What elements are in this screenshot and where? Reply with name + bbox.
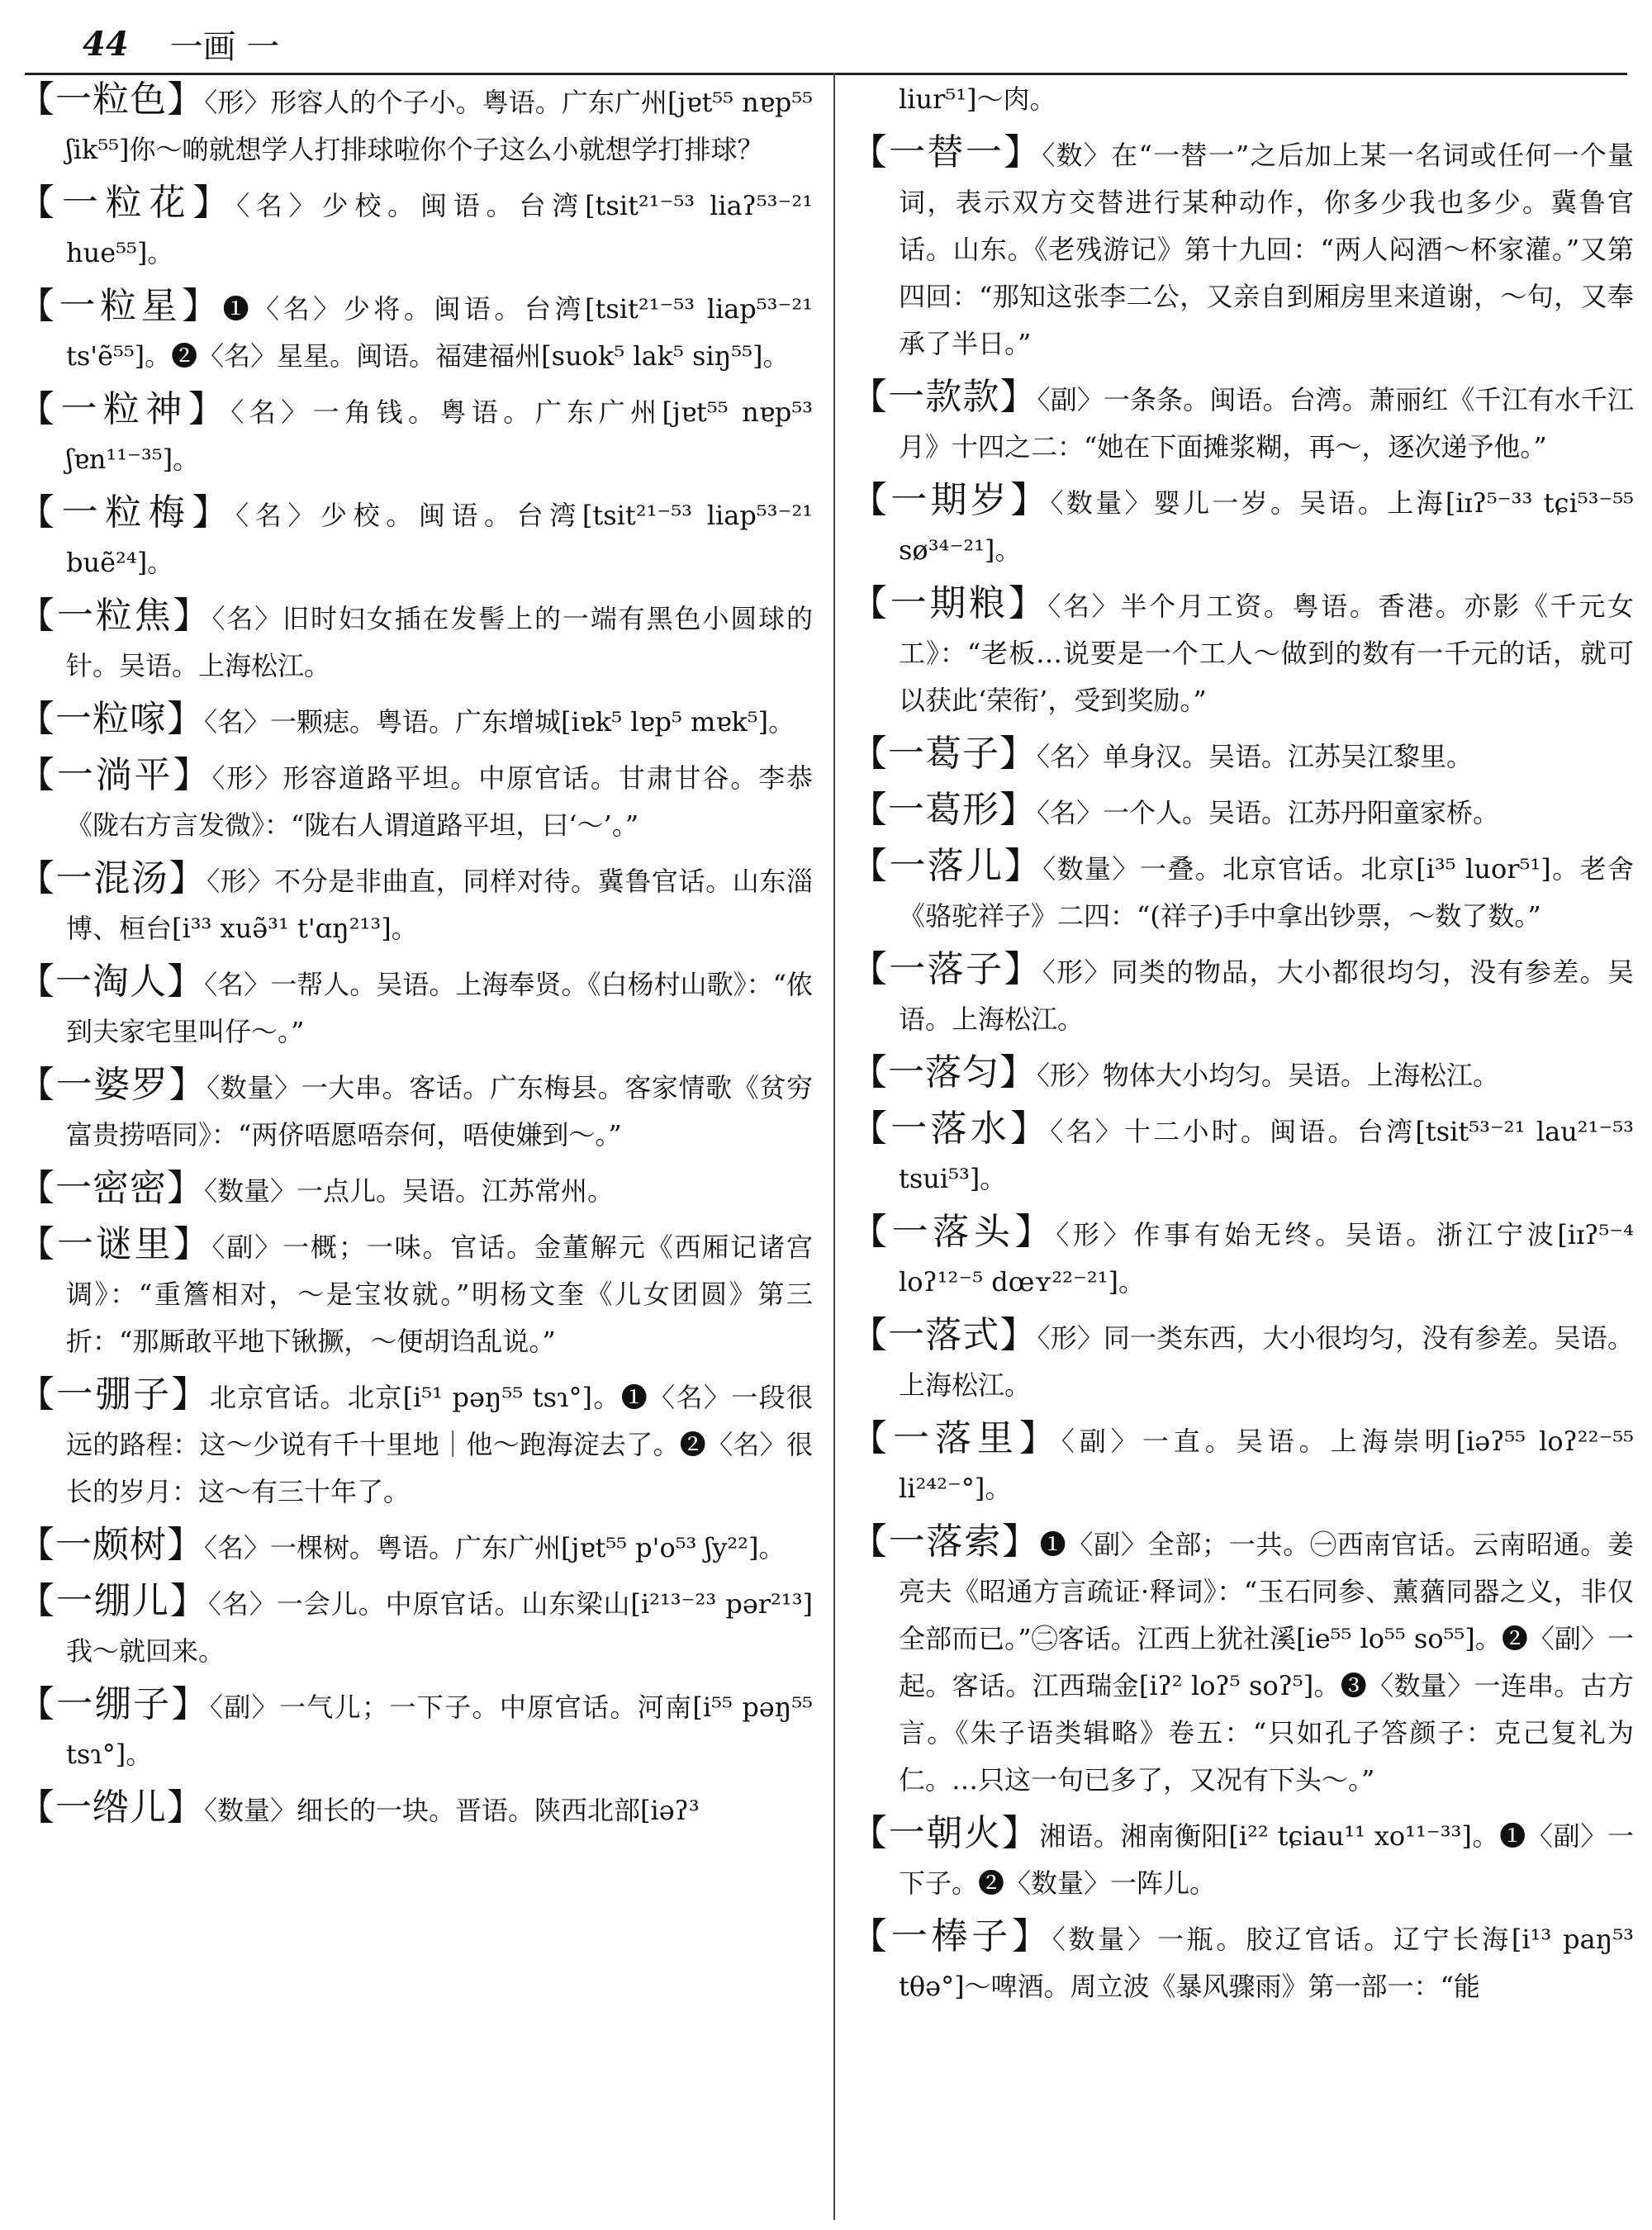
entry-headword: 【 一颇树 】 [18, 1524, 204, 1566]
entry-definition: 〈名〉旧时妇女插在发髻上的一端有黑色小圆球的针。吴语。上海松江。 [66, 603, 813, 681]
entry-headword: 【 一期岁 】 [851, 479, 1051, 521]
entry-headword: 【 一绷子 】 [18, 1683, 210, 1725]
entry-definition: 〈形〉同一类东西，大小很均匀，没有参差。吴语。上海松江。 [899, 1322, 1634, 1401]
dictionary-entry [851, 1913, 1634, 2010]
page-number: 44 [83, 24, 129, 64]
entry-headword: 【 一落儿 】 [851, 845, 1042, 887]
entry-definition: 〈名〉少校。闽语。台湾[tsit²¹⁻⁵³ liaʔ⁵³⁻²¹ hue⁵⁵]。 [66, 190, 813, 268]
entry-definition: 〈副〉一气儿；一下子。中原官话。河南[i⁵⁵ pəŋ⁵⁵ tsɿ°]。 [66, 1691, 813, 1770]
section-title: 一画 一 [169, 27, 280, 66]
dictionary-entry [851, 1518, 1634, 1804]
dictionary-entry [18, 1578, 813, 1675]
entry-headword: 【 一落式 】 [851, 1314, 1037, 1356]
entry-definition: 〈副〉一直。吴语。上海崇明[iəʔ⁵⁵ loʔ²²⁻⁵⁵ li²⁴²⁻°]。 [899, 1426, 1634, 1504]
dictionary-entry [18, 752, 813, 849]
entry-headword: 【 一粒色 】 [18, 78, 204, 121]
dictionary-entry [851, 1312, 1634, 1409]
entry-headword: 【 一淌平 】 [18, 754, 211, 796]
dictionary-entry [851, 580, 1634, 724]
dictionary-entry [18, 958, 813, 1056]
dictionary-entry [18, 1165, 813, 1215]
entry-headword: 【 一替一 】 [851, 131, 1042, 173]
entry-headword: 【 一落水 】 [851, 1108, 1050, 1150]
entry-headword: 【 一粒星 】 [18, 285, 223, 327]
entry-definition: 〈副〉一概；一味。官话。金董解元《西厢记诸宫调》：“重簷相对，～是宝妆就。”明杨文奎《儿女团圆》第三折：“那厮敢平地下锹撅，～便胡诌乱说。” [66, 1231, 813, 1357]
dictionary-entry [851, 129, 1634, 368]
dictionary-entry [851, 373, 1634, 471]
dictionary-entry [18, 179, 813, 277]
dictionary-entry [18, 1521, 813, 1572]
entry-definition: 〈副〉一条条。闽语。台湾。萧丽红《千江有水千江月》十四之二：“她在下面摊浆糊，再～，逐次递予他。” [899, 384, 1634, 463]
left-column [18, 76, 813, 2222]
dictionary-entry [18, 592, 813, 690]
dictionary-entry [18, 489, 813, 586]
entry-headword: 【 一落子 】 [851, 948, 1042, 990]
entry-headword: 【 一棒子 】 [851, 1915, 1052, 1957]
entry-headword: 【 一粒焦 】 [18, 595, 211, 637]
entry-definition: 〈数量〉一大串。客话。广东梅县。客家情歌《贫穷富贵捞唔同》：“两侪唔愿唔奈何，唔使嫌到～。” [66, 1072, 813, 1151]
entry-headword: 【 一绺儿 】 [18, 1786, 204, 1829]
entry-definition: 〈名〉少校。闽语。台湾[tsit²¹⁻⁵³ liap⁵³⁻²¹ buẽ²⁴]。 [66, 500, 813, 578]
entry-headword: 【 一朝火 】 [851, 1812, 1040, 1854]
entry-headword: 【 一落匀 】 [851, 1051, 1037, 1094]
dictionary-entry [18, 1681, 813, 1778]
dictionary-entry [851, 1810, 1634, 1907]
entry-headword: 【 一葛形 】 [851, 789, 1037, 831]
entry-definition: 〈数〉在“一替一”之后加上某一名词或任何一个量词，表示双方交替进行某种动作，你多少我也多少。冀鲁官话。山东。《老残游记》第十九回：“两人闷酒～杯家灌。”又第四回：“那知这张李二公，又亲自到厢房里来道谢，～句，又奉承了半日。” [899, 140, 1634, 359]
entry-headword: 【 一弸子 】 [18, 1374, 210, 1416]
entry-headword: 【 一绷儿 】 [18, 1580, 208, 1622]
page-header [83, 15, 279, 73]
dictionary-entry [18, 695, 813, 746]
dictionary-entry [851, 786, 1634, 837]
entry-definition: 湘语。湘南衡阳[i²² tɕiau¹¹ xo¹¹⁻³³]。❶〈副〉一下子。❷〈数量〉一阵儿。 [899, 1820, 1634, 1899]
entry-definition: ❶〈名〉少将。闽语。台湾[tsit²¹⁻⁵³ liap⁵³⁻²¹ ts'ẽ⁵⁵]。❷〈名〉星星。闽语。福建福州[suok⁵ lak⁵ siŋ⁵⁵]。 [66, 293, 813, 372]
dictionary-entry [18, 1061, 813, 1159]
entry-definition: 〈形〉形容道路平坦。中原官话。甘肃甘谷。李恭《陇右方言发微》：“陇右人谓道路平坦，曰‘～’。” [66, 762, 813, 841]
dictionary-entry [851, 1415, 1634, 1512]
entry-definition: 〈名〉一角钱。粤语。广东广州[jɐt⁵⁵ nɐp⁵³ ʃɐn¹¹⁻³⁵]。 [66, 396, 813, 475]
entry-definition: 〈名〉一颗痣。粤语。广东增城[iɐk⁵ lɐp⁵ mɐk⁵]。 [204, 706, 795, 738]
dictionary-entry [851, 1208, 1634, 1306]
dictionary-entry [18, 1371, 813, 1516]
entry-headword: 【 一粒神 】 [18, 388, 230, 430]
dictionary-entry [851, 842, 1634, 940]
entry-continuation: liur⁵¹]～肉。 [899, 83, 1056, 115]
entry-headword: 【 一粒𠺢 】 [18, 698, 204, 740]
dictionary-entry [18, 76, 813, 173]
entry-definition: 〈数量〉一点儿。吴语。江苏常州。 [204, 1175, 615, 1207]
entry-definition: 〈名〉一个人。吴语。江苏丹阳童家桥。 [1037, 797, 1500, 828]
dictionary-entry [851, 1049, 1634, 1099]
right-column [851, 76, 1634, 2222]
entry-definition: 〈数量〉细长的一块。晋语。陕西北部[iəʔ³ [204, 1795, 700, 1826]
entry-headword: 【 一混汤 】 [18, 857, 206, 899]
entry-definition: 〈形〉不分是非曲直，同样对待。冀鲁官话。山东淄博、桓台[i³³ xuə̃³¹ t'ɑŋ²¹³]。 [66, 866, 813, 944]
entry-headword: 【 一粒花 】 [18, 182, 236, 224]
entry-headword: 【 一谜里 】 [18, 1223, 211, 1265]
entry-definition: 〈名〉十二小时。闽语。台湾[tsit⁵³⁻²¹ lau²¹⁻⁵³ tsui⁵³]。 [899, 1116, 1634, 1194]
column-divider [833, 73, 835, 2220]
dictionary-entry [851, 730, 1634, 780]
entry-definition: 〈数量〉一瓶。胶辽官话。辽宁长海[i¹³ paŋ⁵³ tθə°]～啤酒。周立波《暴风骤雨》第一部一：“能 [899, 1924, 1634, 2002]
dictionary-entry [851, 946, 1634, 1043]
entry-definition: 〈形〉作事有始无终。吴语。浙江宁波[iɪʔ⁵⁻⁴ loʔ¹²⁻⁵ dœʏ²²⁻²¹]。 [899, 1219, 1634, 1298]
entry-headword: 【 一淘人 】 [18, 961, 204, 1003]
entry-headword: 【 一落索 】 [851, 1521, 1040, 1563]
entry-definition: 〈名〉一棵树。粤语。广东广州[jɐt⁵⁵ p'o⁵³ ʃy²²]。 [204, 1532, 786, 1563]
entry-headword: 【 一葛子 】 [851, 733, 1037, 775]
dictionary-entry [851, 477, 1634, 574]
entry-headword: 【 一款款 】 [851, 376, 1037, 418]
entry-definition: 〈名〉半个月工资。粤语。香港。亦影《千元女工》：“老板…说要是一个工人～做到的数有一千元的话，就可以获此‘荣衔’，受到奖励。” [899, 591, 1634, 716]
header-rule [25, 73, 1627, 75]
entry-headword: 【 一粒梅 】 [18, 491, 235, 534]
entry-definition: 〈数量〉一叠。北京官话。北京[i³⁵ luor⁵¹]。老舍《骆驼祥子》二四：“(祥子)手中拿出钞票，～数了数。” [899, 853, 1634, 932]
dictionary-entry [851, 1105, 1634, 1203]
entry-definition: 〈名〉一会儿。中原官话。山东梁山[i²¹³⁻²³ pər²¹³]我～就回来。 [66, 1588, 813, 1667]
dictionary-entry [18, 1784, 813, 1834]
entry-definition: 〈名〉单身汉。吴语。江苏吴江黎里。 [1037, 741, 1474, 772]
entry-definition: ❶〈副〉全部；一共。㊀西南官话。云南昭通。姜亮夫《昭通方言疏证·释词》：“玉石同参、薰蕕同器之义，非仅全部而已。”㊁客话。江西上犹社溪[ie⁵⁵ lo⁵⁵ so⁵⁵]。❷〈副〉一起。客话。江西瑞金[iʔ² loʔ⁵ soʔ⁵]。❸〈数量〉一连串。古方言。《朱子语类辑略》卷五：“只如孔子答颜子：克己复礼为仁。…只这一句已多了，又况有下头～。” [899, 1529, 1634, 1796]
entry-definition: 〈形〉形容人的个子小。粤语。广东广州[jɐt⁵⁵ nɐp⁵⁵ ʃik⁵⁵]你～啲就想学人打排球啦你个子这么小就想学打排球？ [66, 87, 813, 165]
entry-definition: 〈形〉物体大小均匀。吴语。上海松江。 [1037, 1060, 1500, 1091]
entry-definition: 〈形〉同类的物品，大小都很均匀，没有参差。吴语。上海松江。 [899, 956, 1634, 1035]
dictionary-entry [18, 1221, 813, 1365]
dictionary-entry [18, 282, 813, 380]
entry-definition: 〈名〉一帮人。吴语。上海奉贤。《白杨村山歌》：“侬到夫家宅里叫仔～。” [66, 969, 813, 1047]
dictionary-entry [18, 855, 813, 952]
entry-headword: 【 一期粮 】 [851, 582, 1047, 624]
entry-headword: 【 一密密 】 [18, 1167, 204, 1209]
entry-headword: 【 一落头 】 [851, 1211, 1056, 1253]
entry-definition: 〈数量〉婴儿一岁。吴语。上海[iɪʔ⁵⁻³³ tɕi⁵³⁻⁵⁵ sø³⁴⁻²¹]。 [899, 487, 1634, 566]
dictionary-entry [18, 386, 813, 483]
entry-definition: 北京官话。北京[i⁵¹ pəŋ⁵⁵ tsɿ°]。❶〈名〉一段很远的路程：这～少说有千十里地｜他～跑海淀去了。❷〈名〉很长的岁月：这～有三十年了。 [66, 1382, 813, 1507]
entry-headword: 【 一落里 】 [851, 1417, 1061, 1459]
entry-headword: 【 一婆罗 】 [18, 1064, 206, 1106]
